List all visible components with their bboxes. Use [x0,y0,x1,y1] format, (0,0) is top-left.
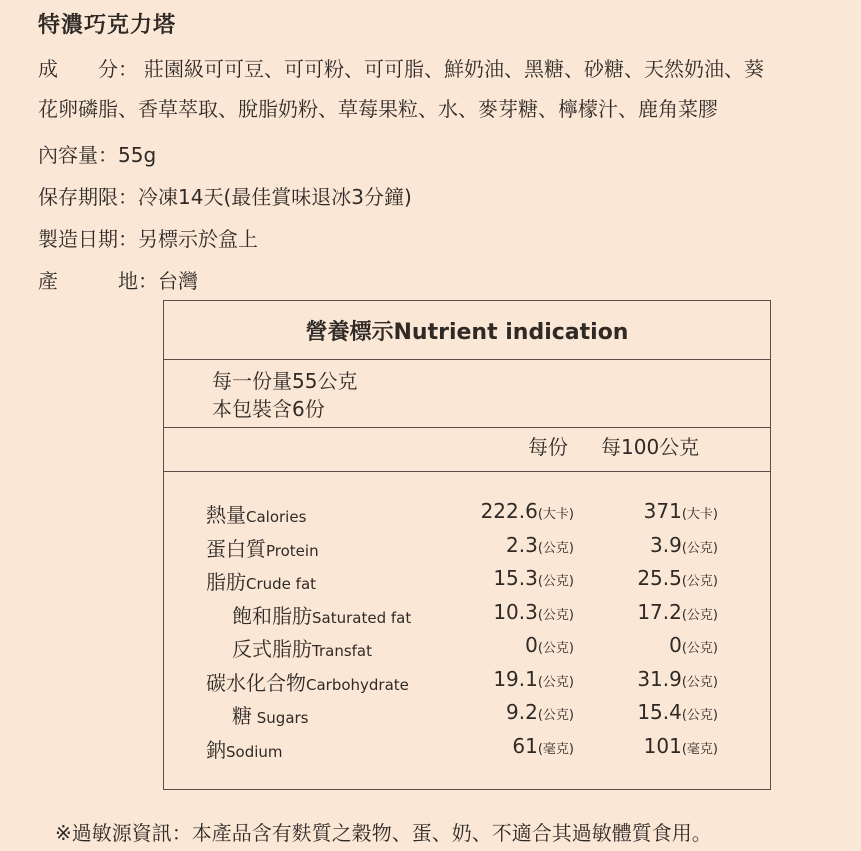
value-number: 0 [525,633,538,657]
value-number: 15.4 [637,700,682,724]
nutrient-row [164,533,770,566]
manufacture-date-line [38,226,258,252]
serving-size: 每一份量55公克 [212,369,358,393]
value-per-100g [644,734,718,758]
value-unit: (大卡) [681,507,718,522]
value-unit: (公克) [681,641,718,656]
value-number: 25.5 [637,566,682,590]
value-unit: (毫克) [537,741,574,757]
nutrient-name-zh: 鈉 [206,737,226,762]
origin-label-a: 產 [38,269,58,293]
value-number: 17.2 [637,599,682,624]
nutrient-name-en: Transfat [312,642,372,660]
divider [164,359,770,360]
nutrient-name-en: Carbohydrate [306,675,409,694]
origin-value: 台灣 [158,269,198,293]
product-title: 特濃巧克力塔 [38,13,177,38]
nutrient-name [232,600,411,629]
nutrient-name-zh: 脂肪 [206,570,246,594]
content-label: 內容量： [38,143,118,167]
value-unit: (公克) [537,540,574,556]
ingredients-label: 成 分： [38,57,138,81]
allergy-notice: ※過敏源資訊：本產品含有麩質之穀物、蛋、奶、不適合其過敏體質食用。 [55,821,712,845]
nutrient-name-zh: 熱量 [206,503,246,527]
value-number: 371 [643,499,682,523]
value-number: 19.1 [493,666,538,691]
nutrient-row [164,499,770,532]
ingredients-line-1 [38,56,764,82]
nutrient-name-en: Calories [246,508,307,526]
nutrient-name-zh: 糖 [232,704,252,728]
nutrient-name-en: Sodium [226,742,283,761]
value-per-100g [637,667,718,691]
value-per-100g [637,600,718,624]
value-unit: (公克) [681,607,718,623]
value-unit: (公克) [681,674,718,690]
col-per-100g: 每100公克 [601,435,700,459]
value-unit: (公克) [681,708,718,723]
nutrient-name-zh: 飽和脂肪 [232,603,312,628]
value-number: 15.3 [493,566,538,590]
col-per-serving: 每份 [528,435,568,459]
nutrient-name-en: Protein [266,541,319,560]
value-per-serving [493,600,574,624]
value-number: 3.9 [650,532,682,557]
value-number: 61 [512,733,538,758]
value-per-serving [493,667,574,691]
value-number: 10.3 [493,599,538,624]
shelf-life-line [38,184,412,210]
value-per-serving [493,566,574,590]
value-per-100g [644,499,718,523]
value-unit: (毫克) [681,741,718,757]
nutrient-name-en: Crude fat [246,575,317,593]
nutrient-name-zh: 反式脂肪 [232,637,312,661]
nutrition-heading: 營養標示Nutrient indication [305,320,629,345]
value-unit: (公克) [537,641,574,656]
nutrient-name [232,700,309,729]
nutrient-name-zh: 碳水化合物 [206,670,306,695]
content-value: 55g [118,143,157,167]
value-per-serving [512,734,574,758]
nutrient-name-en: Saturated fat [312,608,412,627]
divider [164,427,770,428]
value-number: 2.3 [506,532,538,557]
ingredients-line-2: 花卵磷脂、香草萃取、脫脂奶粉、草莓果粒、水、麥芽糖、檸檬汁、鹿角菜膠 [38,97,718,121]
value-per-100g [669,633,718,657]
nutrient-name-en: Sugars [252,709,309,727]
shelf-life-value: 冷凍14天(最佳賞味退冰3分鐘) [138,185,412,209]
nutrient-row [164,734,770,767]
value-number: 31.9 [637,666,682,691]
value-per-serving [481,499,574,523]
value-number: 9.2 [506,700,538,724]
servings-per-pack: 本包裝含6份 [212,397,325,421]
nutrient-row [164,700,770,733]
nutrient-name [206,667,409,696]
value-unit: (公克) [537,708,574,723]
serving-info [212,367,357,423]
value-number: 222.6 [480,499,538,523]
nutrient-row [164,633,770,666]
origin-line [38,268,198,294]
nutrient-row [164,667,770,700]
value-unit: (公克) [681,540,718,556]
nutrient-name-zh: 蛋白質 [206,536,266,561]
nutrient-name [206,499,306,528]
nutrient-row [164,600,770,633]
nutrient-row [164,566,770,599]
nutrient-name [232,633,372,662]
value-unit: (公克) [681,574,718,589]
value-per-serving [506,700,574,724]
ingredients-text-1: 莊園級可可豆、可可粉、可可脂、鮮奶油、黑糖、砂糖、天然奶油、葵 [144,57,764,81]
shelf-life-label: 保存期限： [38,185,138,209]
value-per-100g [650,533,718,557]
value-per-serving [506,533,574,557]
nutrition-table [163,300,771,790]
divider [164,471,770,472]
value-unit: (公克) [537,574,574,589]
value-unit: (公克) [537,674,574,690]
value-unit: (公克) [537,607,574,623]
nutrient-name [206,566,316,595]
value-number: 101 [643,733,682,758]
nutrient-name [206,533,319,562]
value-number: 0 [669,633,682,657]
manufacture-date-value: 另標示於盒上 [138,227,258,251]
nutrient-name [206,734,283,763]
value-per-100g [637,566,718,590]
content-line [38,142,156,168]
value-per-100g [637,700,718,724]
value-per-serving [525,633,574,657]
manufacture-date-label: 製造日期： [38,227,138,251]
origin-label-b: 地： [118,269,158,293]
value-unit: (大卡) [537,507,574,522]
